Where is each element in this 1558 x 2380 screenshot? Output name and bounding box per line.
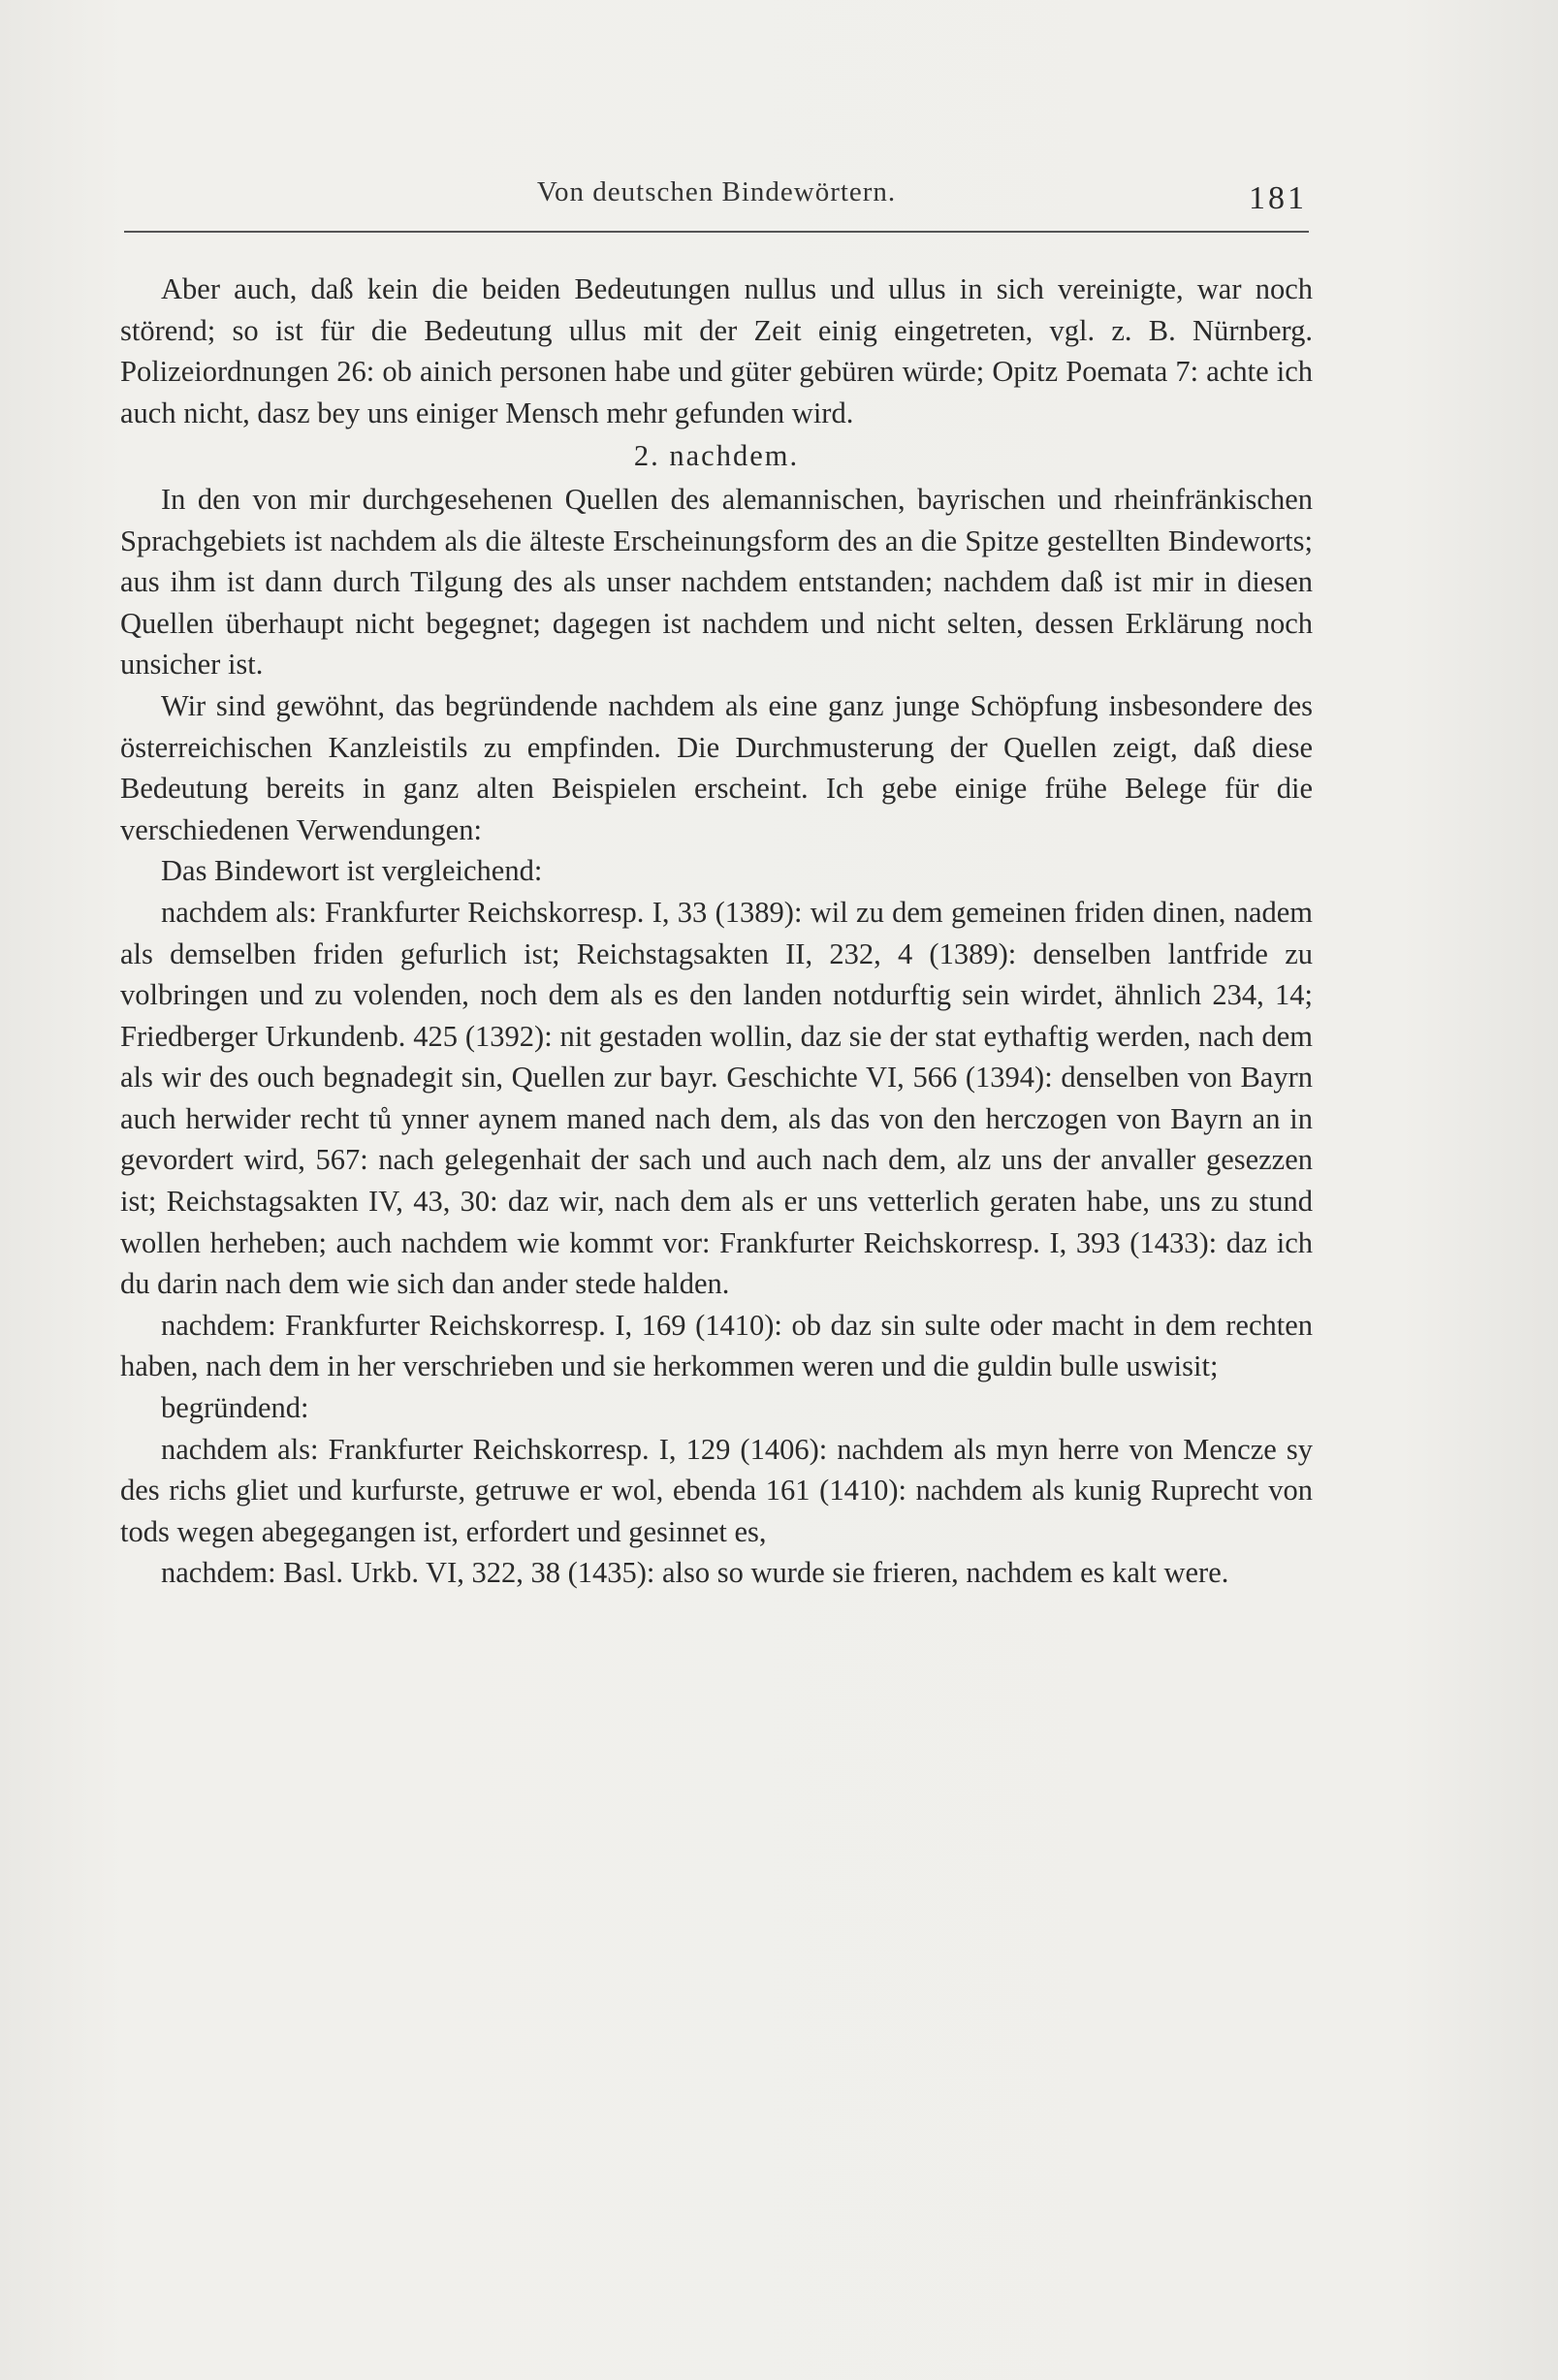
paragraph: nachdem als: Frankfurter Reichskorresp. I, 33 (1389): wil zu dem gemeinen friden dinen, nadem als demselben friden gefurlich ist; Reichstagsakten II, 232, 4 (1389): denselben lantfride zu volbringen und zu volenden, noch dem als es den landen notdurftig sein wirdet, ähnlich 234, 14; Friedberger Urkundenb. 425 (1392): nit gestaden wollin, daz sie der stat eythaftig werden, nach dem als wir des ouch begnadegit sin, Quellen zur bayr. Geschichte VI, 566 (1394): denselben von Bayrn auch herwider recht tů ynner aynem maned nach dem, als das von den herczogen von Bayrn an in gevordert wird, 567: nach gelegenhait der sach und auch nach dem, alz uns der anvaller gesezzen ist; Reichstagsakten IV, 43, 30: daz wir, nach dem als er uns vetterlich geraten habe, uns zu stund wollen herheben; auch nachdem wie kommt vor: Frankfurter Reichskorresp. I, 393 (1433): daz ich du darin nach dem wie sich dan ander stede halden. <box>120 895 1313 1301</box>
paragraph: In den von mir durchgesehenen Quellen des alemannischen, bayrischen und rheinfränkischen Sprachgebiets ist nachdem als die älteste Erscheinungsform des an die Spitze gestellten Bindeworts; aus ihm ist dann durch Tilgung des als unser nachdem entstanden; nachdem daß ist mir in diesen Quellen überhaupt nicht begegnet; dagegen ist nachdem und nicht selten, dessen Erklärung noch unsicher ist. <box>120 482 1313 682</box>
paragraph: nachdem: Basl. Urkb. VI, 322, 38 (1435): also so wurde sie frieren, nachdem es kalt were. <box>161 1556 1229 1590</box>
body-text <box>120 269 1313 1594</box>
page-number: 181 <box>1249 180 1307 216</box>
paragraph: nachdem: Frankfurter Reichskorresp. I, 169 (1410): ob daz sin sulte oder macht in dem rechten haben, nach dem in her verschrieben und sie herkommen weren und die guldin bulle uswisit; <box>120 1308 1313 1383</box>
paragraph: begründend: <box>161 1391 309 1425</box>
paragraph: nachdem als: Frankfurter Reichskorresp. I, 129 (1406): nachdem als myn herre von Mencze sy des richs gliet und kurfurste, getruwe er wol, ebenda 161 (1410): nachdem als kunig Ruprecht von tods wegen abegegangen ist, erfordert und gesinnet es, <box>120 1432 1313 1548</box>
paragraph: Das Bindewort ist vergleichend: <box>161 854 543 888</box>
section-heading: 2. nachdem. <box>633 439 800 473</box>
paragraph: Aber auch, daß kein die beiden Bedeutungen nullus und ullus in sich vereinigte, war noch störend; so ist für die Bedeutung ullus mit der Zeit einig eingetreten, vgl. z. B. Nürnberg. Polizeiordnungen 26: ob ainich personen habe und güter gebüren würde; Opitz Poemata 7: achte ich auch nicht, dasz bey uns einiger Mensch mehr gefunden wird. <box>120 272 1313 429</box>
page-header <box>124 176 1309 233</box>
paragraph: Wir sind gewöhnt, das begründende nachdem als eine ganz junge Schöpfung insbesondere des österreichischen Kanzleistils zu empfinden. Die Durchmusterung der Quellen zeigt, daß diese Bedeutung bereits in ganz alten Beispielen erscheint. Ich gebe einige frühe Belege für die verschiedenen Verwendungen: <box>120 688 1313 846</box>
running-title: Von deutschen Bindewörtern. <box>536 176 897 207</box>
